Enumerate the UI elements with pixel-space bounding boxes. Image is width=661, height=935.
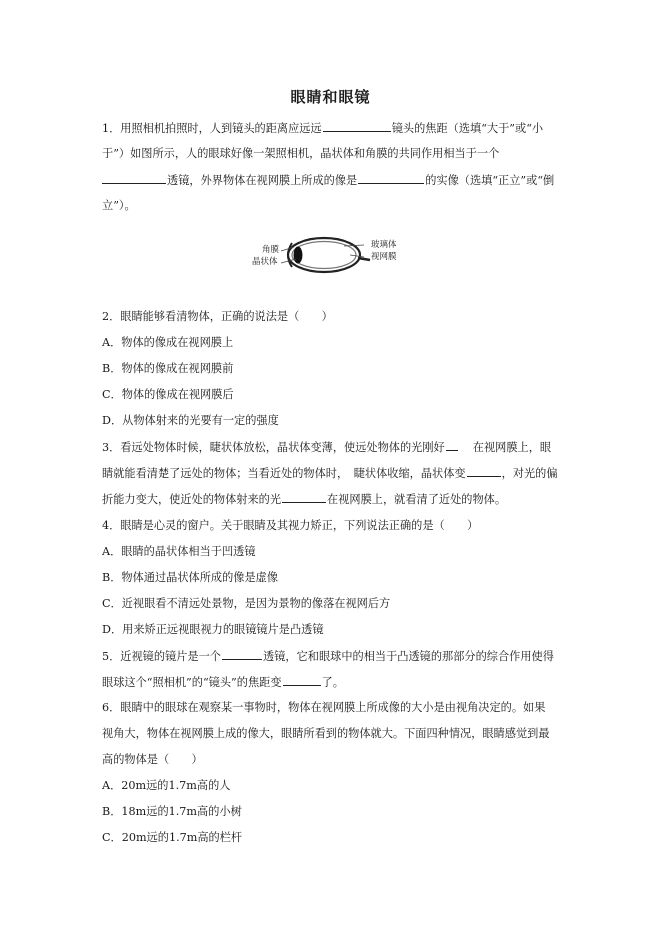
q1-line-1	[102, 120, 562, 137]
q1-text-1b: 镜头的焦距（选填“大于”或“小	[391, 122, 544, 135]
q6-option-c: C．20m远的1.7m高的栏杆	[102, 831, 243, 844]
q5-text-2a: 眼球这个“照相机”的“镜头”的焦距变	[102, 676, 282, 689]
q1-text-3b: 的实像（选填“正立”或“倒	[425, 174, 555, 187]
q6-line-1: 6．眼睛中的眼球在观察某一事物时，物体在视网膜上所成像的大小是由视角决定的。如果	[102, 701, 546, 714]
q3-line-1	[102, 439, 562, 456]
q3-text-2a: 睛就能看清楚了远处的物体；当看近处的物体时， 睫状体收缩，晶状体变	[102, 467, 466, 480]
label-cornea: 角膜	[262, 245, 280, 255]
q1-text-3a: 透镜，外界物体在视网膜上所成的像是	[167, 174, 358, 187]
q1-text-1a: 1．用照相机拍照时，人到镜头的距离应远远	[102, 122, 322, 135]
eye-diagram	[246, 234, 416, 276]
q2-option-a: A．物体的像成在视网膜上	[102, 336, 234, 349]
q5-line-2	[102, 674, 562, 691]
q1-line-3	[102, 172, 562, 189]
q4-stem: 4．眼睛是心灵的窗户。关于眼睛及其视力矫正，下列说法正确的是（ ）	[102, 519, 479, 532]
q6-line-2: 视角大，物体在视网膜上成的像大，眼睛所看到的物体就大。下面四种情况，眼睛感觉到最	[102, 727, 550, 740]
q2-option-b: B．物体的像成在视网膜前	[102, 362, 234, 375]
q4-option-c: C．近视眼看不清远处景物，是因为景物的像落在视网后方	[102, 597, 391, 610]
label-lens: 晶状体	[252, 257, 278, 267]
q1-blank-2[interactable]	[102, 172, 166, 184]
q1-blank-3[interactable]	[358, 172, 424, 184]
q4-option-d: D．用来矫正远视眼视力的眼镜镜片是凸透镜	[102, 623, 324, 636]
lens-shape	[294, 247, 303, 264]
q3-text-1b: 在视网膜上，眼	[472, 441, 552, 454]
q3-blank-2[interactable]	[467, 465, 501, 477]
q3-text-2b: ，对光的偏	[501, 467, 558, 480]
q5-blank-1[interactable]	[222, 648, 262, 660]
label-vitreous: 玻璃体	[371, 240, 397, 250]
q4-option-a: A．眼睛的晶状体相当于凹透镜	[102, 545, 256, 558]
q6-option-b: B．18m远的1.7m高的小树	[102, 805, 242, 818]
q2-option-d: D．从物体射来的光要有一定的强度	[102, 414, 279, 427]
q5-line-1	[102, 648, 562, 665]
q5-text-1b: 透镜，它和眼球中的相当于凸透镜的那部分的综合作用使得	[263, 650, 554, 663]
q5-text-2b: 了。	[321, 676, 344, 689]
q6-option-a: A．20m远的1.7m高的人	[102, 779, 231, 792]
q1-line-2: 于”）如图所示，人的眼球好像一架照相机，晶状体和角膜的共同作用相当于一个	[102, 147, 500, 160]
q3-line-3	[102, 491, 562, 508]
q5-blank-2[interactable]	[283, 674, 321, 686]
q4-option-b: B．物体通过晶状体所成的像是虚像	[102, 571, 279, 584]
page-title: 眼睛和眼镜	[290, 88, 371, 106]
q3-blank-1[interactable]	[446, 439, 458, 451]
q2-stem: 2．眼睛能够看清物体，正确的说法是（ ）	[102, 310, 333, 323]
q3-line-2	[102, 465, 562, 482]
q3-blank-3[interactable]	[282, 491, 326, 503]
q3-text-3a: 折能力变大，使近处的物体射来的光	[102, 493, 282, 506]
q1-blank-1[interactable]	[323, 120, 391, 132]
q2-option-c: C．物体的像成在视网膜后	[102, 388, 234, 401]
q3-text-3b: 在视网膜上，就看清了近处的物体。	[327, 493, 507, 506]
q6-line-3: 高的物体是（ ）	[102, 753, 203, 766]
label-retina: 视网膜	[371, 252, 397, 262]
q1-line-4: 立”）。	[102, 199, 136, 212]
q5-text-1a: 5．近视镜的镜片是一个	[102, 650, 221, 663]
q3-text-1a: 3．看远处物体时候，睫状体放松，晶状体变薄，使远处物体的光刚好	[102, 441, 445, 454]
